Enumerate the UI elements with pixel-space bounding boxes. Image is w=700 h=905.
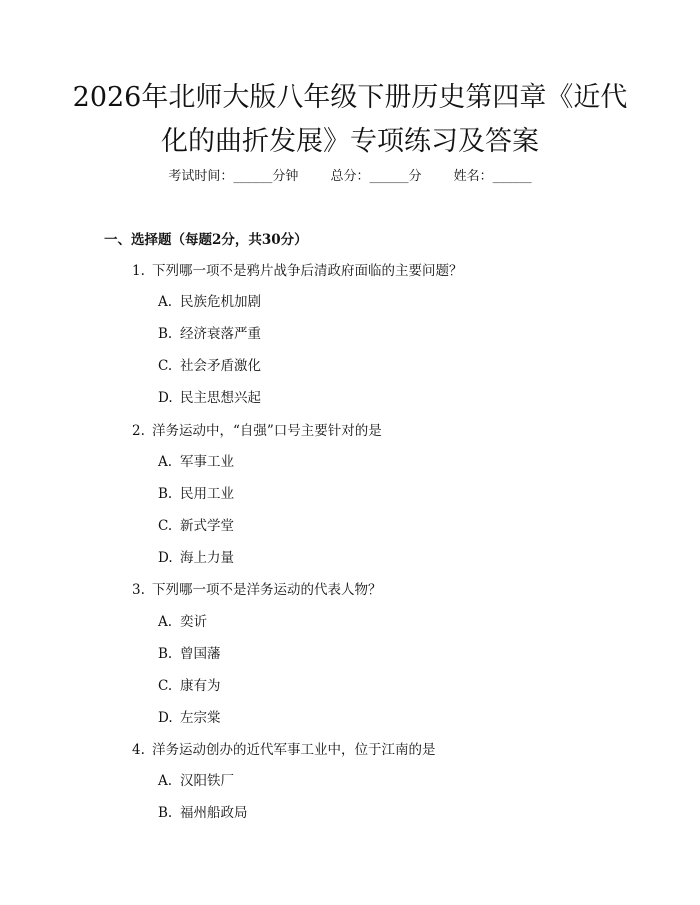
question-text: 下列哪一项不是洋务运动的代表人物？ (152, 582, 382, 598)
option-label: A. (158, 454, 173, 470)
document-title: 2026年北师大版八年级下册历史第四章《近代化的曲折发展》专项练习及答案 (72, 82, 628, 157)
option-text: 左宗棠 (180, 710, 221, 726)
option-label: C. (158, 358, 173, 374)
option-text: 汉阳铁厂 (180, 773, 234, 789)
option (158, 803, 248, 823)
student-name-field: 姓名：______ (453, 169, 532, 184)
option-label: B. (158, 326, 173, 342)
option-label: B. (158, 486, 173, 502)
option (158, 516, 234, 536)
option-label: A. (158, 773, 173, 789)
question-text: 洋务运动中，“自强”口号主要针对的是 (152, 423, 382, 439)
option-label: A. (158, 614, 173, 630)
option-text: 曾国藩 (180, 646, 221, 662)
option-text: 经济衰落严重 (180, 326, 261, 342)
option-label: C. (158, 678, 173, 694)
question (132, 421, 382, 441)
option-text: 社会矛盾激化 (180, 358, 261, 374)
option (158, 612, 207, 632)
question-number: 1. (132, 263, 145, 279)
question-number: 3. (132, 582, 145, 598)
question-number: 4. (132, 742, 145, 758)
option-label: B. (158, 805, 173, 821)
option (158, 356, 261, 376)
question-number: 2. (132, 423, 145, 439)
option-text: 新式学堂 (180, 518, 234, 534)
option (158, 771, 234, 791)
option-label: A. (158, 294, 173, 310)
option-label: B. (158, 646, 173, 662)
option-label: C. (158, 518, 173, 534)
question (132, 740, 436, 760)
option (158, 452, 234, 472)
option-label: D. (158, 390, 173, 406)
question-text: 下列哪一项不是鸦片战争后清政府面临的主要问题？ (152, 263, 463, 279)
exam-info (0, 167, 700, 187)
option-label: D. (158, 550, 173, 566)
total-score-field: 总分：______分 (330, 169, 422, 184)
option-text: 民主思想兴起 (180, 390, 261, 406)
option (158, 644, 221, 664)
option (158, 292, 261, 312)
option-text: 海上力量 (180, 550, 234, 566)
option (158, 324, 261, 344)
exam-time-field: 考试时间：______分钟 (168, 169, 299, 184)
option-text: 奕䜣 (180, 614, 207, 630)
option-text: 军事工业 (180, 454, 234, 470)
option-text: 民用工业 (180, 486, 234, 502)
question-text: 洋务运动创办的近代军事工业中，位于江南的是 (152, 742, 436, 758)
option (158, 484, 234, 504)
option (158, 548, 234, 568)
question (132, 261, 463, 281)
option (158, 388, 261, 408)
option (158, 676, 221, 696)
option (158, 708, 221, 728)
option-label: D. (158, 710, 173, 726)
option-text: 康有为 (180, 678, 221, 694)
option-text: 福州船政局 (180, 805, 248, 821)
question (132, 580, 382, 600)
option-text: 民族危机加剧 (180, 294, 261, 310)
section-heading: 一、选择题（每题2分，共30分） (104, 232, 308, 248)
